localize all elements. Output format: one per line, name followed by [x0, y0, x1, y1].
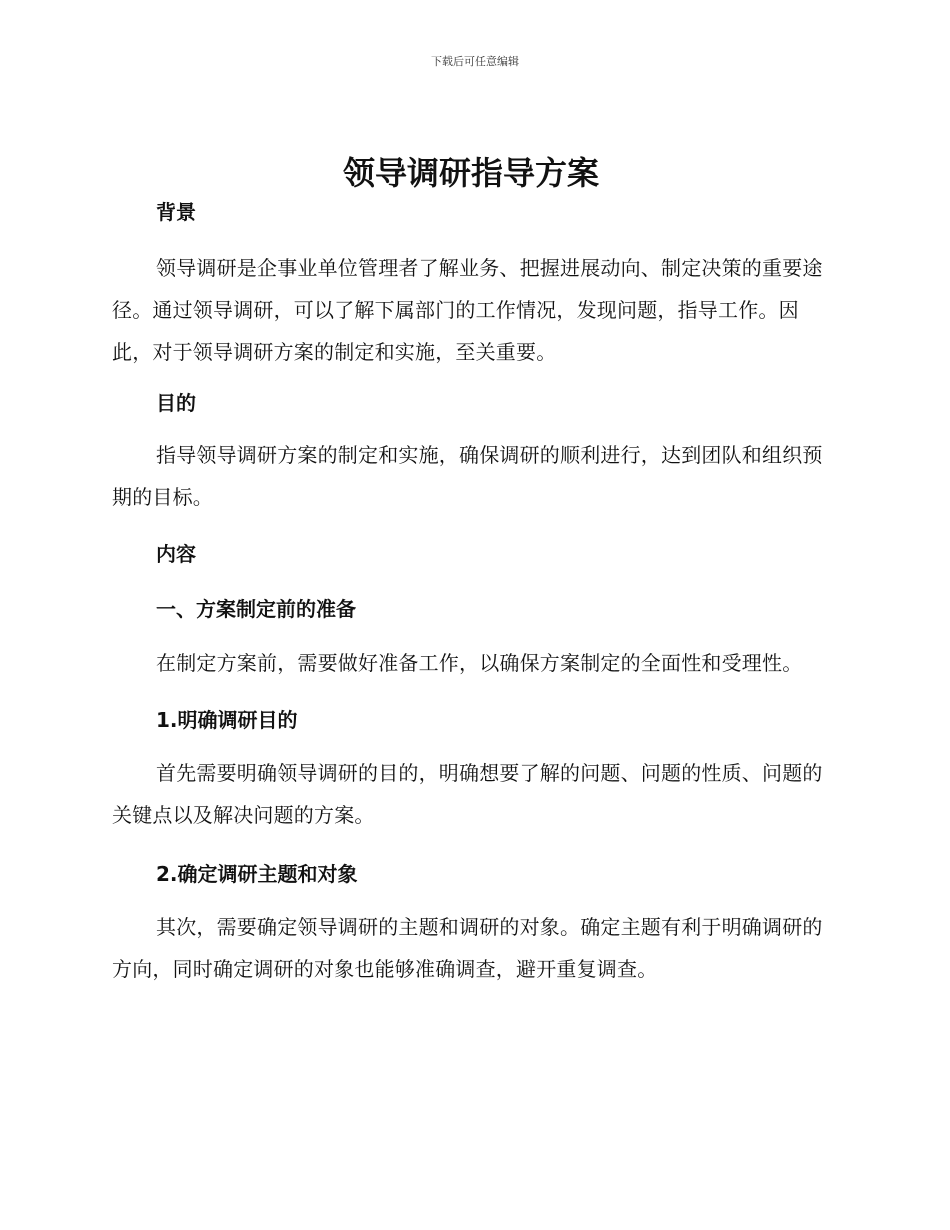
- document-body: [112, 146, 830, 990]
- heading-subsection-1: 1.明确调研目的: [156, 708, 298, 732]
- paragraph-subsection-2: 其次，需要确定领导调研的主题和调研的对象。确定主题有利于明确调研的方向，同时确定调研的对象也能够准确调查，避开重复调查。: [112, 915, 823, 981]
- heading-section-1: 一、方案制定前的准备: [156, 597, 356, 621]
- heading-subsection-2: 2.确定调研主题和对象: [156, 862, 358, 886]
- paragraph-goal: 指导领导调研方案的制定和实施，确保调研的顺利进行，达到团队和组织预期的目标。: [112, 443, 823, 509]
- heading-background: 背景: [156, 200, 196, 224]
- heading-content: 内容: [156, 542, 196, 566]
- document-title: 领导调研指导方案: [342, 154, 599, 192]
- heading-goal: 目的: [156, 391, 196, 415]
- paragraph-section-1: 在制定方案前，需要做好准备工作，以确保方案制定的全面性和受理性。: [156, 651, 803, 675]
- paragraph-background: 领导调研是企事业单位管理者了解业务、把握进展动向、制定决策的重要途径。通过领导调研，可以了解下属部门的工作情况，发现问题，指导工作。因此，对于领导调研方案的制定和实施，至关重要。: [112, 256, 823, 364]
- paragraph-subsection-1: 首先需要明确领导调研的目的，明确想要了解的问题、问题的性质、问题的关键点以及解决问题的方案。: [112, 761, 823, 827]
- header-note: 下载后可任意编辑: [431, 55, 519, 68]
